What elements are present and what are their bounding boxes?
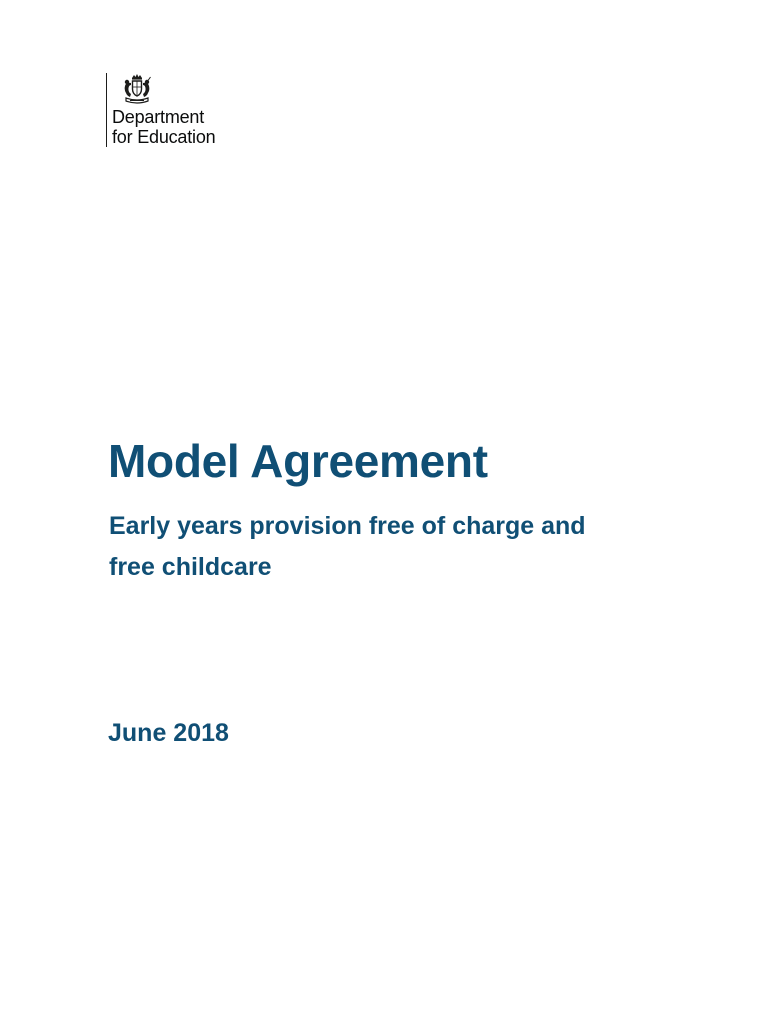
subtitle-line-1: Early years provision free of charge and	[109, 512, 586, 540]
department-logo	[106, 73, 215, 147]
org-name-line-2: for Education	[112, 127, 216, 147]
royal-coat-of-arms-icon	[121, 73, 153, 106]
document-subtitle	[109, 506, 709, 588]
document-title: Model Agreement	[108, 435, 488, 487]
subtitle-line-2: free childcare	[109, 553, 272, 581]
org-name-line-1: Department	[112, 107, 205, 127]
publication-date: June 2018	[108, 719, 229, 747]
